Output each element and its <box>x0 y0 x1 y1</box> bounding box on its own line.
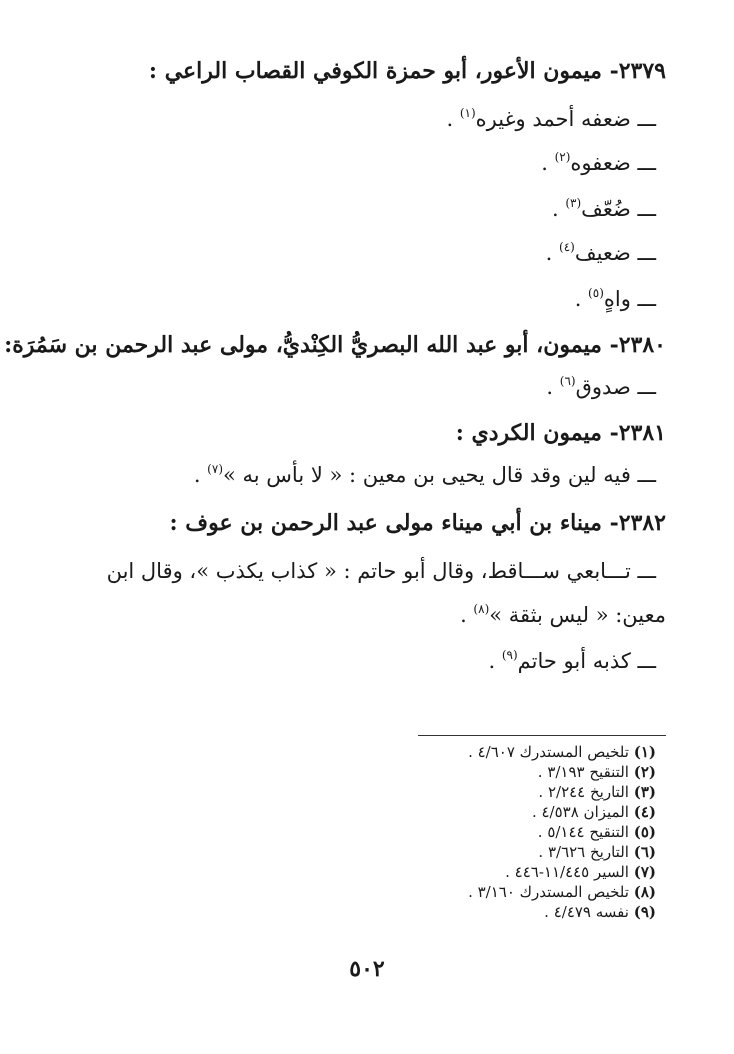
entry-line: ـــ صدوق$^{(٦)}$ . <box>546 374 656 399</box>
footnote-divider <box>418 735 666 736</box>
entry-heading-2382: ٢٣٨٢- ميناء بن أبي ميناء مولى عبد الرحمن بن عوف : <box>169 510 666 536</box>
footnote-ref: (٥) <box>588 286 604 300</box>
footnote: (٩) نفسه ٤/٤٧٩ . <box>544 903 656 921</box>
footnote: (٨) تلخيص المستدرك ٣/١٦٠ . <box>468 883 656 901</box>
entry-line: ـــ ضعفوه$^{(٢)}$ . <box>541 150 656 175</box>
footnote-ref: (٦) <box>559 374 576 388</box>
footnote-ref: (٤) <box>559 240 575 254</box>
footnote: (٣) التاريخ ٢/٢٤٤ . <box>538 783 656 801</box>
footnote: (٦) التاريخ ٣/٦٢٦ . <box>538 843 656 861</box>
entry-heading-2379: ٢٣٧٩- ميمون الأعور، أبو حمزة الكوفي القصاب الراعي : <box>148 58 666 84</box>
entry-heading-2381: ٢٣٨١- ميمون الكردي : <box>455 420 666 446</box>
footnotes <box>468 742 656 922</box>
footnote-ref: (٢) <box>554 150 571 164</box>
footnote: (٥) التنقيح ٥/١٤٤ . <box>537 823 656 841</box>
entry-line: ـــ فيه لين وقد قال يحيى بن معين : « لا بأس به »$^{(٧)}$ . <box>193 462 656 487</box>
entry-line: ـــ ضعيف$^{(٤)}$ . <box>545 240 656 265</box>
entry-heading-2380: ٢٣٨٠- ميمون، أبو عبد الله البصريُّ الكِنْديُّ، مولى عبد الرحمن بن سَمُرَة: <box>4 332 666 358</box>
footnote: (٤) الميزان ٤/٥٣٨ . <box>531 803 656 821</box>
footnote-ref: (٧) <box>207 462 223 476</box>
entry-line: ـــ كذبه أبو حاتم$^{(٩)}$ . <box>488 648 656 673</box>
footnote: (٢) التنقيح ٣/١٩٣ . <box>537 763 656 781</box>
entry-line: ـــ ضُعّف$^{(٣)}$ . <box>551 196 656 221</box>
entry-line: معين: « ليس بثقة »$^{(٨)}$ . <box>460 602 666 627</box>
footnote-ref: (١) <box>459 106 476 120</box>
entry-line: ـــ ضعفه أحمد وغيره$^{(١)}$ . <box>446 106 656 131</box>
footnote: (١) تلخيص المستدرك ٤/٦٠٧ . <box>468 743 656 761</box>
footnote-ref: (٨) <box>473 602 490 616</box>
footnote-ref: (٣) <box>565 196 582 210</box>
footnote-ref: (٩) <box>501 648 518 662</box>
page-number: ٥٠٢ <box>349 956 385 982</box>
entry-line: ـــ واهٍ$^{(٥)}$ . <box>574 286 656 311</box>
entry-line: ـــ تـــابعي ســـاقط، وقال أبو حاتم : « كذاب يكذب »، وقال ابن <box>106 559 656 583</box>
footnote: (٧) السير ١١/٤٤٥-٤٤٦ . <box>505 863 656 881</box>
